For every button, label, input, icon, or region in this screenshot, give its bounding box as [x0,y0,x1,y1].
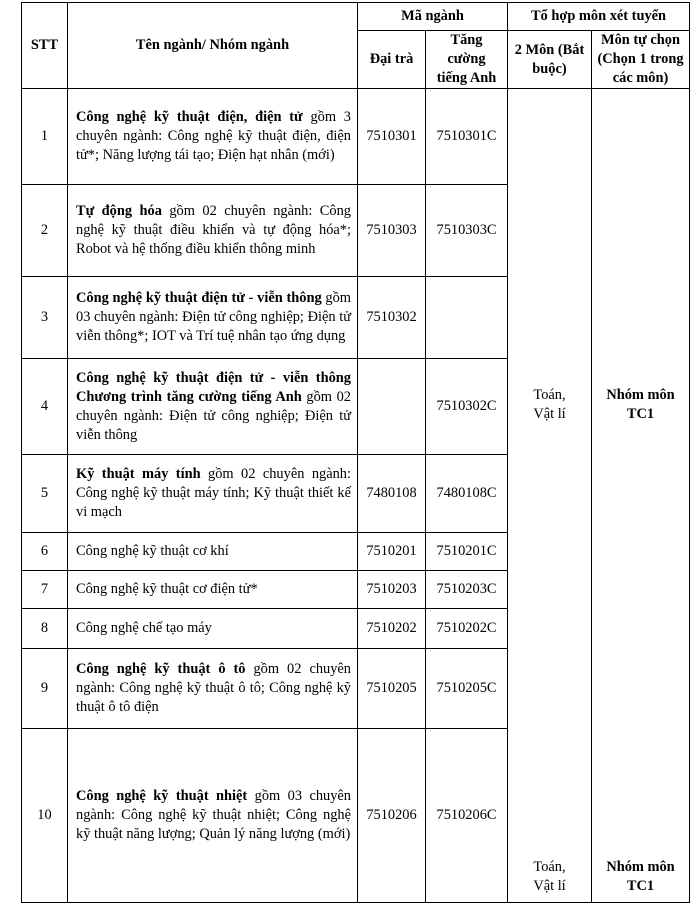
row-tang-cuong: 7510301C [426,89,508,185]
subject-elective-block-2: Nhóm môn TC1 [606,859,675,894]
header-ma-nganh: Mã ngành [358,3,508,31]
table-row: 5 Kỹ thuật máy tính gồm 02 chuyên ngành: Công nghệ kỹ thuật máy tính; Kỹ thuật thiết kế vi mạch 7480108 7480108C [22,455,690,533]
subject-required-block-1: Toán, Vật lí [533,387,566,422]
header-dai-tra: Đại trà [358,31,426,89]
subject-elective-cell [592,89,690,903]
table-row: 8 Công nghệ chế tạo máy 7510202 7510202C [22,609,690,649]
table-row: 6 Công nghệ kỹ thuật cơ khí 7510201 7510201C [22,533,690,571]
table-row: 9 Công nghệ kỹ thuật ô tô gồm 02 chuyên ngành: Công nghệ kỹ thuật ô tô; Công nghệ kỹ thuật ô tô điện 7510205 7510205C [22,649,690,729]
subject-elective-block-1: Nhóm môn TC1 [606,387,675,422]
header-name: Tên ngành/ Nhóm ngành [68,3,358,89]
header-tang-cuong: Tăng cường tiếng Anh [426,31,508,89]
table-row: 7 Công nghệ kỹ thuật cơ điện tử* 7510203 7510203C [22,571,690,609]
header-stt: STT [22,3,68,89]
subject-required-cell [508,89,592,903]
table-row: 3 Công nghệ kỹ thuật điện tử - viễn thông gồm 03 chuyên ngành: Điện tử công nghiệp; Điện tử viễn thông*; IOT và Trí tuệ nhân tạo ứng dụng 7510302 [22,277,690,359]
row-dai-tra: 7510301 [358,89,426,185]
table-row: 10 Công nghệ kỹ thuật nhiệt gồm 03 chuyên ngành: Công nghệ kỹ thuật nhiệt; Công nghệ kỹ thuật năng lượng; Quản lý năng lượng (mới) 7510206 7510206C [22,729,690,903]
header-to-hop: Tổ hợp môn xét tuyển [508,3,690,31]
table-row: 2 Tự động hóa gồm 02 chuyên ngành: Công nghệ kỹ thuật điều khiển và tự động hóa*; Robot và hệ thống điều khiển thông minh 7510303 7510303C [22,185,690,277]
header-hai-mon: 2 Môn (Bắt buộc) [508,31,592,89]
row-stt: 1 [22,89,68,185]
row-name-bold: Công nghệ kỹ thuật điện, điện tử [76,109,303,125]
row-name [68,89,358,185]
subject-required-block-2: Toán, Vật lí [533,859,566,894]
table-row [22,89,690,185]
table-row: 4 Công nghệ kỹ thuật điện tử - viễn thông Chương trình tăng cường tiếng Anh gồm 02 chuyên ngành: Điện tử công nghiệp; Điện tử viễn thông 7510302C [22,359,690,455]
admission-table [21,2,690,903]
header-tu-chon: Môn tự chọn (Chọn 1 trong các môn) [592,31,690,89]
row-name-rest: gồm 3 chuyên ngành: Công nghệ kỹ thuật điện, điện tử*; Năng lượng tái tạo; Điện hạt nhân (mới) [76,109,351,163]
